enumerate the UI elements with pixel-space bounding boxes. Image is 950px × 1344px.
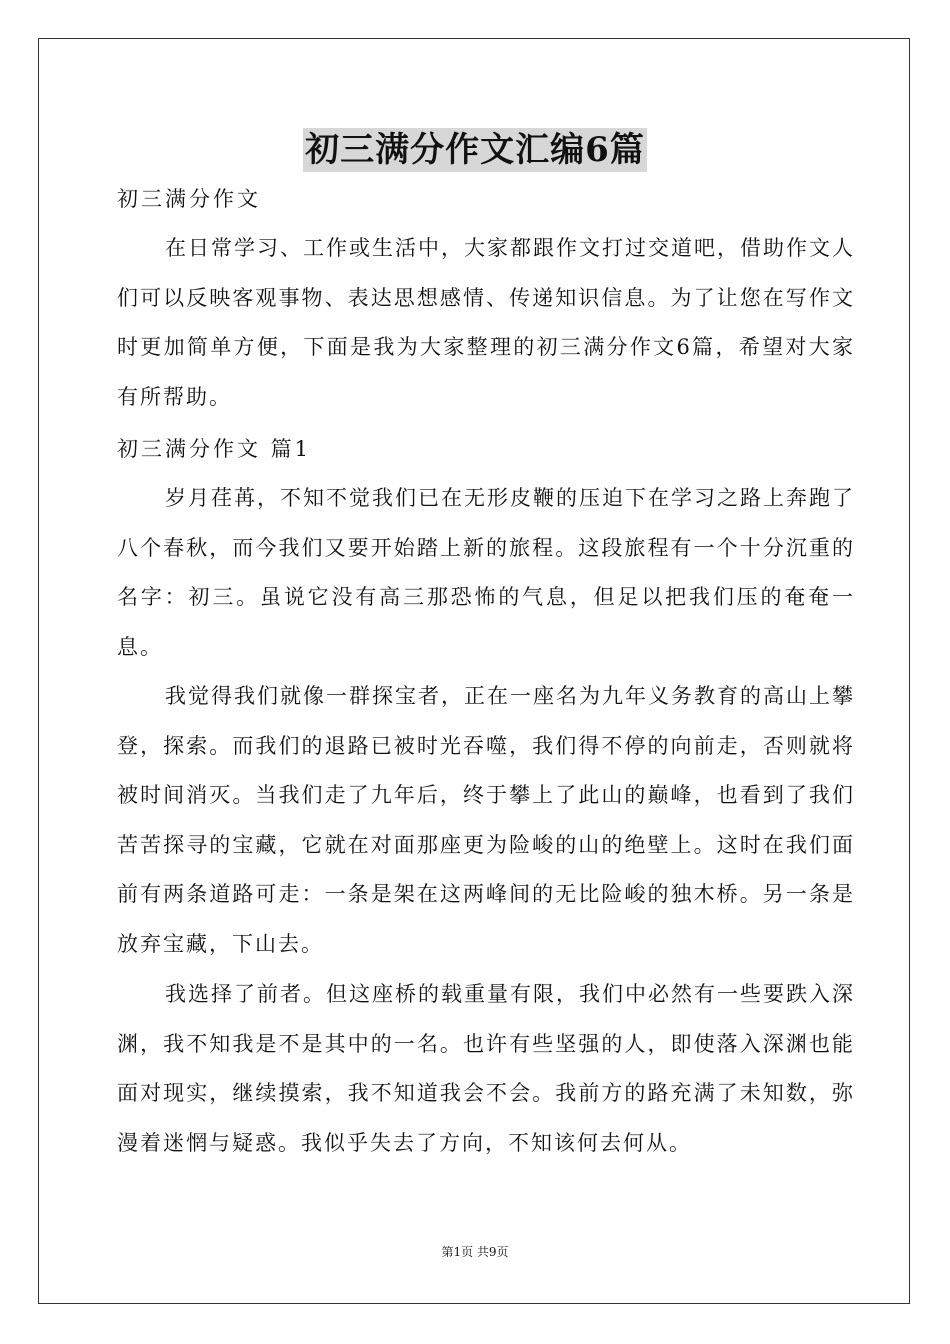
page-footer: 第1页 共9页	[441, 1245, 509, 1259]
intro-paragraph: 在日常学习、工作或生活中，大家都跟作文打过交道吧，借助作文人们可以反映客观事物、表达思想感情、传递知识信息。为了让您在写作文时更加简单方便，下面是我为大家整理的初三满分作文6篇，希望对大家有所帮助。	[117, 236, 855, 409]
document-title: 初三满分作文汇编6篇	[305, 130, 645, 170]
body-paragraph-2: 我觉得我们就像一群探宝者，正在一座名为九年义务教育的高山上攀登，探索。而我们的退路已被时光吞噬，我们得不停的向前走，否则就将被时间消灭。当我们走了九年后，终于攀上了此山的巅峰，也看到了我们苦苦探寻的宝藏，它就在对面那座更为险峻的山的绝壁上。这时在我们面前有两条道路可走：一条是架在这两峰间的无比险峻的独木桥。另一条是放弃宝藏，下山去。	[117, 684, 855, 956]
title-container	[0, 128, 950, 172]
section-heading: 初三满分作文 篇1	[117, 437, 312, 461]
intro-heading: 初三满分作文	[117, 187, 261, 211]
body-paragraph-1: 岁月荏苒，不知不觉我们已在无形皮鞭的压迫下在学习之路上奔跑了八个春秋，而今我们又要开始踏上新的旅程。这段旅程有一个十分沉重的名字：初三。虽说它没有高三那恐怖的气息，但足以把我们压的奄奄一息。	[117, 486, 855, 659]
body-paragraph-3: 我选择了前者。但这座桥的载重量有限，我们中必然有一些要跌入深渊，我不知我是不是其中的一名。也许有些坚强的人，即使落入深渊也能面对现实，继续摸索，我不知道我会不会。我前方的路充满了未知数，弥漫着迷惘与疑惑。我似乎失去了方向，不知该何去何从。	[117, 982, 855, 1155]
